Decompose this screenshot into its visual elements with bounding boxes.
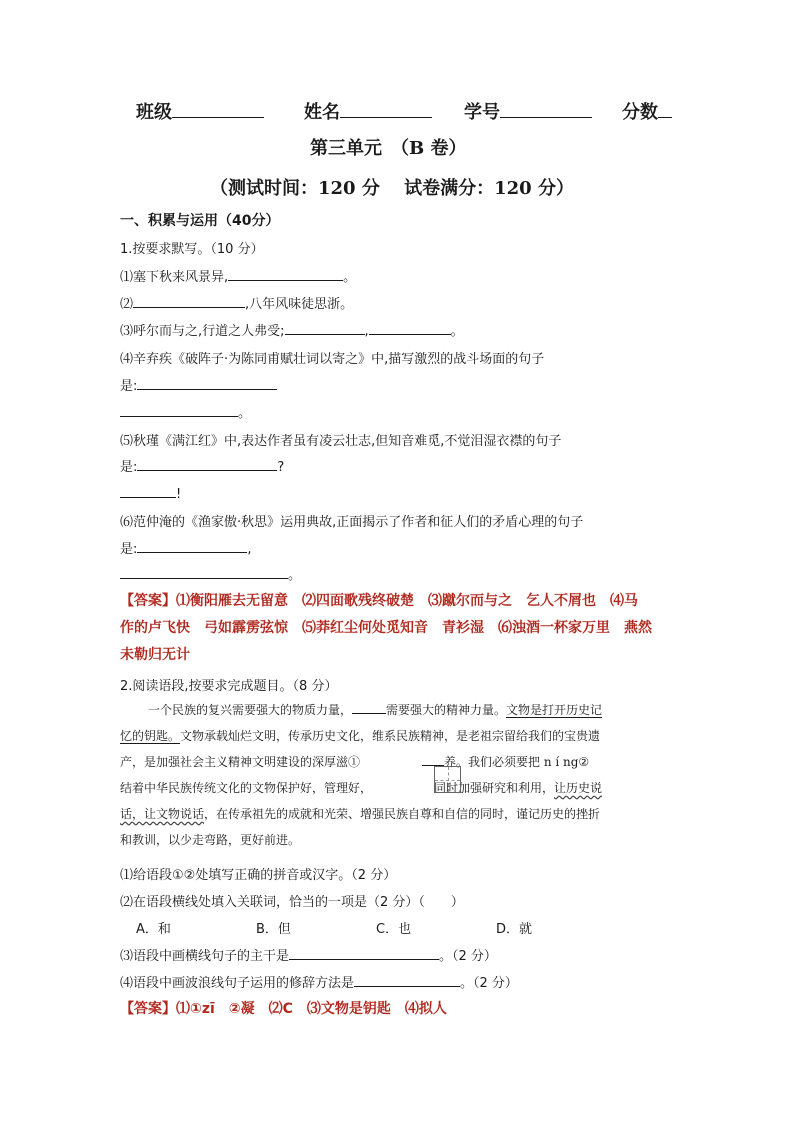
q1-item-4: ⑷辛弃疾《破阵子·为陈同甫赋壮词以寄之》中,描写激烈的战斗场面的句子 [120, 352, 545, 367]
student-id-label: 学号 [464, 102, 500, 123]
q1-item-3-blank-b[interactable] [369, 320, 451, 335]
q1-answer [120, 588, 652, 669]
q1-item-5-cont [120, 456, 284, 475]
passage-wavy-sentence: 让历史说 [554, 781, 603, 795]
q1-item-6-blank-a[interactable] [137, 538, 247, 553]
score-field[interactable] [622, 98, 672, 124]
q1-item-1-blank[interactable] [228, 266, 343, 281]
q1-item-2 [120, 293, 353, 312]
q1-item-3 [120, 320, 464, 339]
q1-item-6-comma: , [247, 542, 252, 557]
name-label: 姓名 [304, 102, 340, 123]
q1-item-1-end: 。 [343, 270, 357, 285]
q2-sub-1: ⑴给语段①②处填写正确的拼音或汉字。（2 分） [120, 868, 397, 883]
character-writing-box[interactable] [434, 766, 461, 793]
passage-line-1 [120, 697, 680, 723]
q1-item-6-end: 。 [288, 568, 302, 583]
q2-sub-2: ⑵在语段横线处填入关联词，恰当的一项是（2 分）（ ） [120, 895, 464, 910]
passage-wavy-sentence: 话，让文物说话 [120, 807, 205, 821]
student-id-blank[interactable] [500, 103, 592, 118]
option-b[interactable]: B．但 [256, 922, 291, 937]
q1-item-3-blank-a[interactable] [285, 320, 365, 335]
q2-sub-3-text: ⑶语段中画横线句子的主干是 [120, 949, 290, 964]
q1-item-6-line2 [120, 564, 301, 583]
q1-item-3-text: ⑶呼尔而与之,行道之人弗受; [120, 324, 285, 339]
q1-item-6-blank-b[interactable] [120, 564, 288, 579]
q2-answer-line: ⑴①zī ②凝 ⑵C ⑶文物是钥匙 ⑷拟人 [176, 1001, 447, 1017]
option-d[interactable]: D．就 [496, 922, 533, 937]
page-title: 第三单元 （B 卷） [310, 138, 467, 159]
q1-item-3-mid: , [364, 324, 369, 339]
q1-item-2-blank[interactable] [133, 293, 245, 308]
q2-answer-label: 【答案】 [120, 1001, 176, 1017]
passage-text: ，在传承祖先的成就和光荣、增强民族自尊和自信的同时，谨记历史的挫折 [204, 807, 601, 821]
q1-item-3-end: 。 [450, 324, 464, 339]
q2-sub-3 [120, 945, 497, 964]
class-blank[interactable] [172, 103, 264, 118]
class-field[interactable] [136, 98, 264, 124]
passage-text: 需要强大的精神力量。 [386, 703, 507, 717]
q1-item-6-cont [120, 538, 252, 557]
q1-answer-label: 【答案】 [120, 593, 176, 609]
passage-text: 养。我们必须要把 n í ng② [444, 755, 590, 769]
passage-line-6: 和教训，以少走弯路，更好前进。 [120, 833, 301, 847]
q1-item-4-cont-text: 是: [120, 379, 138, 394]
passage-line-2 [120, 723, 680, 749]
q1-item-4-end: 。 [238, 406, 252, 421]
q1-item-2-text: ,八年风味徒思浙。 [245, 297, 354, 312]
question-2-stem: 2.阅读语段,按要求完成题目。（8 分） [120, 679, 338, 694]
q1-item-5-q: ? [277, 460, 285, 475]
q1-answer-line-1: ⑴衡阳雁去无留意 ⑵四面歌残终破楚 ⑶蹴尔而与之 乞人不屑也 ⑷马 [176, 593, 638, 609]
passage-blank[interactable] [352, 699, 386, 714]
q1-item-5-line2 [120, 483, 181, 502]
q2-sub-4-text: ⑷语段中画波浪线句子运用的修辞方法是 [120, 976, 355, 991]
q1-item-6: ⑹范仲淹的《渔家傲·秋思》运用典故,正面揭示了作者和征人们的矛盾心理的句子 [120, 515, 584, 530]
q1-item-1 [120, 266, 356, 285]
q2-sub-4-blank[interactable] [354, 972, 460, 987]
q1-item-5: ⑸秋瑾《满江红》中,表达作者虽有凌云壮志,但知音难觅,不觉泪湿衣襟的句子 [120, 434, 562, 449]
passage-text: 一个民族的复兴需要强大的物质力量， [148, 703, 353, 717]
q1-item-6-cont-text: 是: [120, 542, 138, 557]
name-blank[interactable] [340, 103, 432, 118]
q1-item-2-num: ⑵ [120, 297, 134, 312]
student-id-field[interactable] [464, 98, 592, 124]
grid-horizontal-line [435, 780, 460, 781]
option-a[interactable]: A．和 [136, 922, 171, 937]
q2-sub-4-end: 。（2 分） [460, 976, 518, 991]
option-c[interactable]: C．也 [376, 922, 412, 937]
q1-item-5-cont-text: 是: [120, 460, 138, 475]
passage-underlined-sentence: 忆的钥匙。 [120, 729, 181, 743]
page-subtitle: （测试时间：120 分 试卷满分：120 分） [210, 178, 574, 199]
question-1-stem: 1.按要求默写。（10 分） [120, 242, 264, 257]
q1-answer-line-2: 作的卢飞快 弓如霹雳弦惊 ⑸莽红尘何处觅知音 青衫湿 ⑹浊酒一杯家万里 燕然 [120, 620, 652, 636]
q1-item-5-blank-b[interactable] [120, 483, 176, 498]
passage-text: 同时加强研究和利用， [434, 781, 555, 795]
q1-item-5-blank-a[interactable] [137, 456, 277, 471]
q2-sub-3-end: 。（2 分） [439, 949, 497, 964]
passage [120, 697, 680, 853]
passage-line-3 [120, 749, 680, 775]
score-label: 分数 [622, 102, 658, 123]
passage-line-4 [120, 775, 680, 801]
q1-item-5-end: ! [176, 487, 182, 502]
passage-text: 产，是加强社会主义精神文明建设的深厚滋① [120, 755, 361, 769]
passage-underlined-sentence: 文物是打开历史记 [506, 703, 603, 717]
q1-answer-line-3: 未勒归无计 [120, 647, 190, 663]
q1-item-4-cont [120, 375, 277, 394]
passage-text: 结着中华民族传统文化的文物保护好，管理好， [120, 781, 373, 795]
q2-sub-4 [120, 972, 518, 991]
passage-text: 文物承载灿烂文明，传承历史文化，维系民族精神，是老祖宗留给我们的宝贵遗 [180, 729, 601, 743]
score-blank[interactable] [658, 103, 672, 118]
q2-answer [120, 996, 447, 1023]
passage-blank-2[interactable] [422, 751, 444, 766]
class-label: 班级 [136, 102, 172, 123]
q1-item-4-line2 [120, 402, 251, 421]
section-heading: 一、积累与运用（40分） [120, 213, 280, 229]
q1-item-1-text: ⑴塞下秋来风景异, [120, 270, 229, 285]
passage-line-5 [120, 801, 680, 827]
q1-item-4-blank-b[interactable] [120, 402, 238, 417]
q1-item-4-blank-a[interactable] [137, 375, 277, 390]
q2-sub-3-blank[interactable] [289, 945, 439, 960]
name-field[interactable] [304, 98, 432, 124]
